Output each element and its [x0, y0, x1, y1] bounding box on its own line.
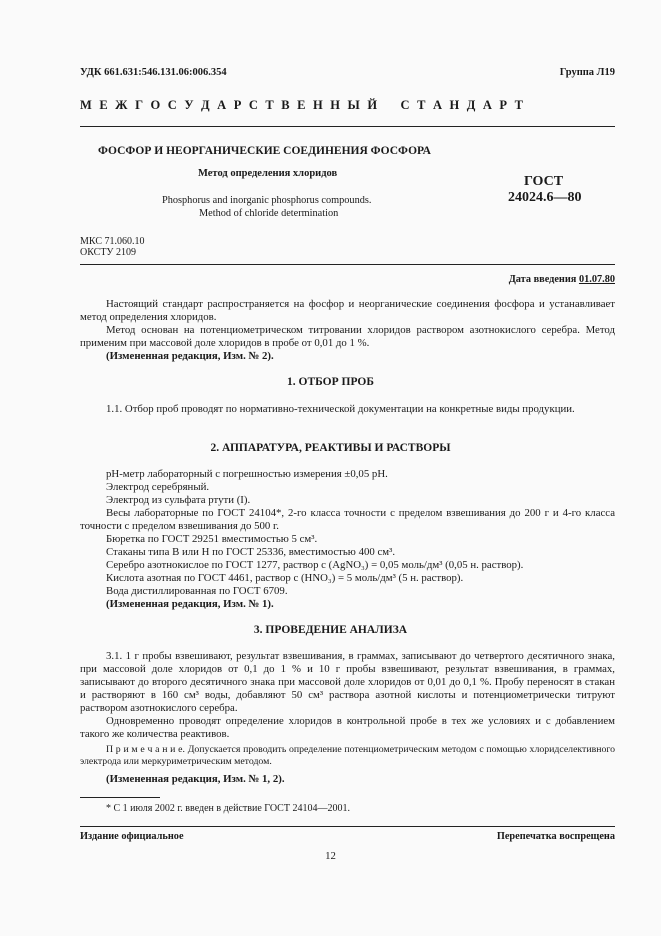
- intro-paragraph-1: Настоящий стандарт распространяется на фосфор и неорганические соединения фосфора и устанавливает метод определения хлоридов.: [80, 298, 615, 323]
- standard-banner: М Е Ж Г О С У Д А Р С Т В Е Н Н Ы Й С Т А Н Д А Р Т: [80, 98, 526, 112]
- footnote: * С 1 июля 2002 г. введен в действие ГОСТ 24104—2001.: [106, 803, 350, 814]
- footer-rule: [80, 826, 615, 827]
- reprint-prohibited-label: Перепечатка воспрещена: [496, 831, 615, 842]
- mks-code: МКС 71.060.10: [80, 236, 145, 247]
- section-3-paragraph-1: 3.1. 1 г пробы взвешивают, результат взвешивания, в граммах, записывают до четвертого десятичного знака, при массовой доле хлоридов от 0,1 до 1 % и 10 г пробы взвешивают, результат взвешивания, в граммах, записывают до второго десятичного знака при массовой доле хлоридов от 0,01 до 0,1 %. Пробу переносят в стакан и растворяют в 160 см³ воды, добавляют 50 см³ раствора азотной кислоты и потенциометрически титруют раствором азотнокислого серебра.: [80, 650, 615, 714]
- udk-code: УДК 661.631:546.131.06:006.354: [80, 67, 227, 78]
- english-title-line1: Phosphorus and inorganic phosphorus compounds.: [162, 195, 372, 206]
- equipment-mercury-electrode: Электрод из сульфата ртути (I).: [106, 494, 251, 506]
- equipment-scales-block: [80, 507, 615, 533]
- method-title: Метод определения хлоридов: [198, 168, 338, 179]
- date-value: 01.07.80: [578, 274, 615, 285]
- document-title: ФОСФОР И НЕОРГАНИЧЕСКИЕ СОЕДИНЕНИЯ ФОСФОРА: [98, 145, 431, 157]
- note-label: П р и м е ч а н и е.: [106, 744, 185, 755]
- section-3-note: [80, 744, 615, 768]
- equipment-scales: Весы лабораторные по ГОСТ 24104*, 2-го класса точности с пределом взвешивания до 200 г и 4-го класса точности с пределом взвешивания до 500 г.: [80, 507, 615, 532]
- footnote-rule: [80, 797, 160, 798]
- english-title-line2: Method of chloride determination: [199, 208, 339, 219]
- section-2-heading: 2. АППАРАТУРА, РЕАКТИВЫ И РАСТВОРЫ: [210, 442, 451, 454]
- note-text: Допускается проводить определение потенциометрическим методом с помощью хлоридселективного электрода или меркуриметрическим методом.: [80, 744, 616, 767]
- date-label: Дата введения: [508, 274, 577, 285]
- reagent-silver-nitrate: Серебро азотнокислое по ГОСТ 1277, раствор c (AgNO₃) = 0,05 моль/дм³ (0,05 н. раствор).: [106, 559, 524, 571]
- section-1-heading: 1. ОТБОР ПРОБ: [287, 376, 374, 388]
- intro-block: [80, 298, 615, 363]
- section-1-paragraph: 1.1. Отбор проб проводят по нормативно-технической документации на конкретные виды продукции.: [106, 403, 575, 415]
- section-1-block: [80, 403, 615, 416]
- section-3-heading: 3. ПРОВЕДЕНИЕ АНАЛИЗА: [253, 624, 408, 636]
- gost-label: ГОСТ: [524, 174, 564, 189]
- official-edition-label: Издание официальное: [80, 831, 184, 842]
- reagent-nitric-acid: Кислота азотная по ГОСТ 4461, раствор c (HNO₃) = 5 моль/дм³ (5 н. раствор).: [106, 572, 464, 584]
- group-code: Группа Л19: [559, 67, 615, 78]
- page-number: 12: [325, 850, 336, 862]
- equipment-ph-meter: pH-метр лабораторный с погрешностью измерения ±0,05 pH.: [106, 468, 388, 480]
- gost-number: 24024.6—80: [508, 190, 582, 205]
- section-2-edit-note: (Измененная редакция, Изм. № 1).: [106, 598, 274, 610]
- introduction-date: [509, 274, 615, 285]
- equipment-beakers: Стаканы типа В или Н по ГОСТ 25336, вместимостью 400 см³.: [106, 546, 396, 558]
- section-3-block: [80, 650, 615, 741]
- section-3-edit-note: (Измененная редакция, Изм. № 1, 2).: [106, 773, 285, 785]
- equipment-silver-electrode: Электрод серебряный.: [106, 481, 210, 493]
- okstu-code: ОКСТУ 2109: [80, 247, 137, 258]
- intro-paragraph-2: Метод основан на потенциометрическом титровании хлоридов раствором азотнокислого серебра. Метод применим при массовой доле хлоридов в пробе от 0,01 до 1 %.: [80, 324, 615, 349]
- reagent-water: Вода дистиллированная по ГОСТ 6709.: [106, 585, 288, 597]
- header-rule-bottom: [80, 264, 615, 265]
- intro-edit-note: (Измененная редакция, Изм. № 2).: [106, 350, 274, 362]
- section-3-paragraph-2: Одновременно проводят определение хлоридов в контрольной пробе в тех же условиях и с добавлением такого же количества реактивов.: [80, 715, 615, 740]
- equipment-burette: Бюретка по ГОСТ 29251 вместимостью 5 см³.: [106, 533, 318, 545]
- header-rule-top: [80, 126, 615, 127]
